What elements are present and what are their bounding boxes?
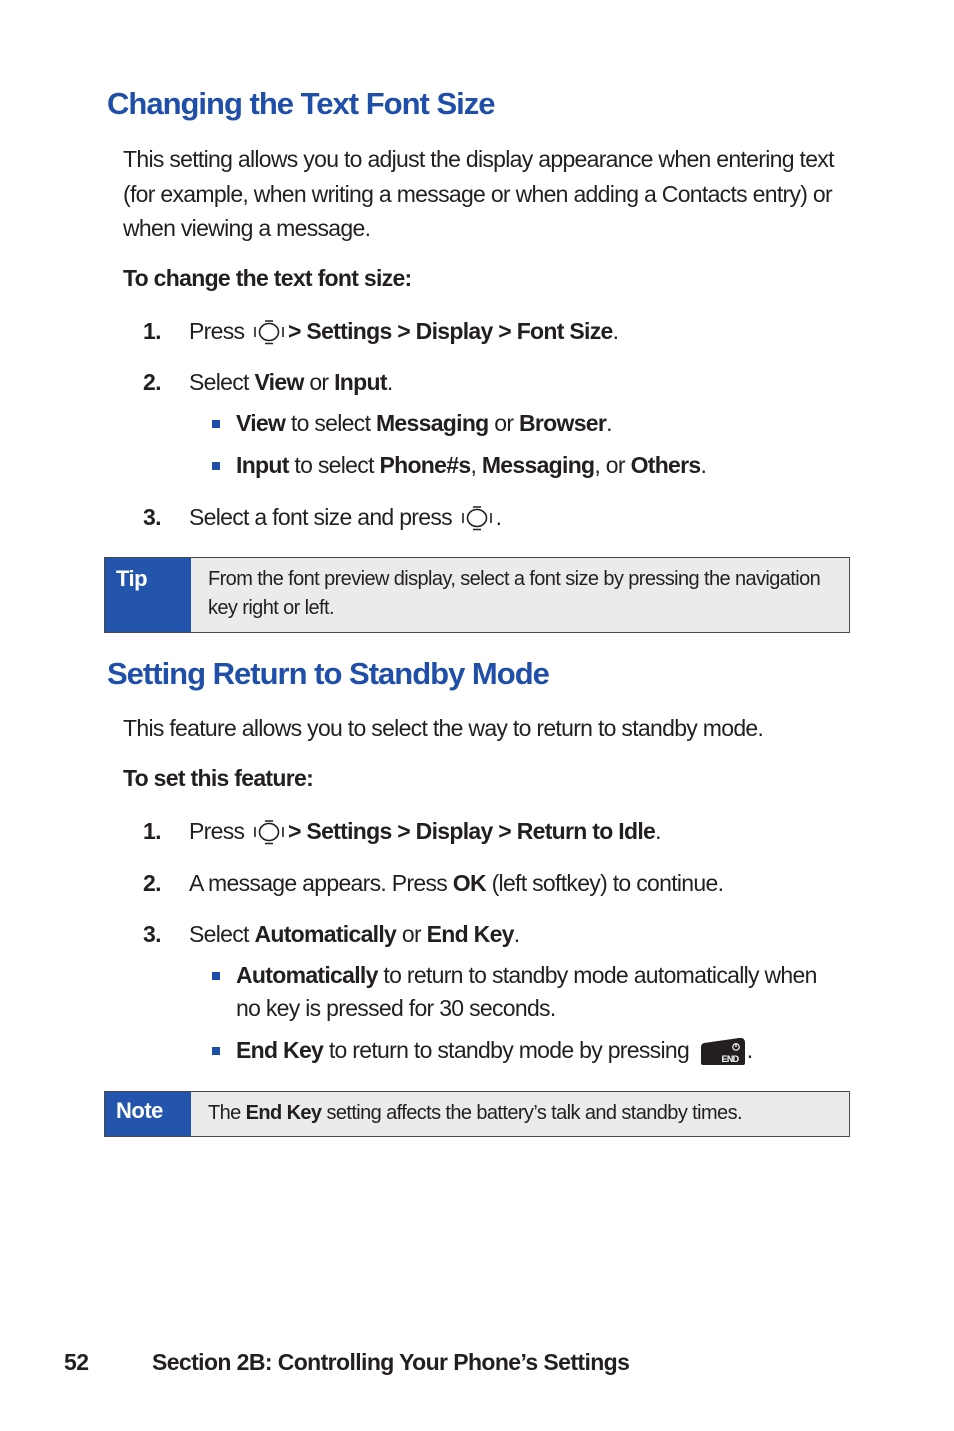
bullet-square-icon <box>212 972 220 980</box>
option-view: View <box>254 369 304 395</box>
section-intro-font-size: This setting allows you to adjust the display appearance when entering text (for example, when writing a message or when adding a Contacts entry) or when viewing a message. <box>123 146 834 241</box>
note-term: End Key <box>245 1102 322 1124</box>
bullet-text: , or <box>594 452 625 478</box>
bullet-end: . <box>746 1037 753 1063</box>
bullet-text: to return to standby mode by pressing <box>328 1037 690 1063</box>
bullet-view <box>212 407 612 440</box>
tip-label: Tip <box>105 558 191 632</box>
step-text: Select <box>189 921 249 947</box>
note-text <box>191 1092 849 1136</box>
step-number: 3. <box>143 921 161 947</box>
subheading-change-font-size: To change the text font size: <box>123 265 412 291</box>
step-number: 2. <box>143 369 161 395</box>
end-key-icon <box>699 1035 747 1066</box>
bullet-term: Input <box>236 452 289 478</box>
note-text-end: setting affects the battery’s talk and standby times. <box>326 1102 742 1124</box>
option-messaging: Messaging <box>481 452 595 478</box>
bullet-term: View <box>236 410 286 436</box>
bullet-term: End Key <box>236 1037 324 1063</box>
key-ok: OK <box>452 870 486 896</box>
option-browser: Browser <box>519 410 607 436</box>
step-end: . <box>386 369 393 395</box>
bullet-end: . <box>606 410 612 436</box>
option-automatically: Automatically <box>254 921 397 947</box>
step-end: . <box>612 318 619 344</box>
page-number: 52 <box>64 1349 89 1375</box>
bullet-square-icon <box>212 1047 220 1055</box>
bullet-end-key <box>212 1034 752 1067</box>
menu-ok-key-icon <box>252 319 286 345</box>
step-text: or <box>401 921 421 947</box>
tip-box <box>104 557 850 633</box>
bullet-text: to select <box>290 410 371 436</box>
menu-ok-key-icon <box>460 505 494 531</box>
note-text-start: The <box>208 1102 241 1124</box>
tip-text: From the font preview display, select a font size by pressing the navigation key right or left. <box>208 568 821 619</box>
step-text: Select a font size and press <box>189 504 452 530</box>
bullet-square-icon <box>212 420 220 428</box>
step-number: 1. <box>143 318 161 344</box>
step-2-standby <box>143 868 723 898</box>
menu-path: > Settings > Display > Return to Idle <box>288 818 656 844</box>
bullet-square-icon <box>212 462 220 470</box>
note-label: Note <box>105 1092 191 1136</box>
step-end: . <box>495 504 502 530</box>
option-input: Input <box>334 369 387 395</box>
bullet-text: to return to standby mode automatically when no key is pressed for 30 seconds. <box>236 962 817 1021</box>
step-number: 3. <box>143 504 161 530</box>
bullet-text: to select <box>294 452 374 478</box>
option-phone-numbers: Phone#s <box>379 452 471 478</box>
step-1-font-size <box>143 316 618 346</box>
step-text: (left softkey) to continue. <box>491 870 724 896</box>
footer-section-title: Section 2B: Controlling Your Phone’s Settings <box>152 1349 630 1375</box>
step-text: Press <box>189 818 245 844</box>
menu-ok-key-icon <box>252 819 286 845</box>
step-3-font-size <box>143 502 501 532</box>
bullet-text: or <box>494 410 514 436</box>
bullet-term: Automatically <box>236 962 378 988</box>
step-text: A message appears. Press <box>189 870 448 896</box>
subheading-set-feature: To set this feature: <box>123 765 314 791</box>
bullet-automatically <box>212 959 832 1025</box>
step-text: Select <box>189 369 249 395</box>
option-messaging: Messaging <box>375 410 489 436</box>
step-number: 1. <box>143 818 161 844</box>
option-end-key: End Key <box>426 921 514 947</box>
step-number: 2. <box>143 870 161 896</box>
section-title-font-size: Changing the Text Font Size <box>107 86 495 121</box>
bullet-input <box>212 449 706 482</box>
step-end: . <box>655 818 661 844</box>
end-key-label: END <box>721 1054 739 1064</box>
step-1-standby <box>143 816 661 846</box>
note-box <box>104 1091 850 1137</box>
option-others: Others <box>630 452 701 478</box>
bullet-end: . <box>700 452 707 478</box>
section-title-standby-mode: Setting Return to Standby Mode <box>107 656 549 691</box>
step-2-font-size <box>143 367 393 397</box>
section-intro-standby-mode: This feature allows you to select the way to return to standby mode. <box>123 715 764 741</box>
step-3-standby <box>143 919 519 949</box>
step-end: . <box>513 921 520 947</box>
step-text: Press <box>189 318 245 344</box>
menu-path: > Settings > Display > Font Size <box>288 318 613 344</box>
bullet-text: , <box>470 452 477 478</box>
step-text: or <box>309 369 329 395</box>
